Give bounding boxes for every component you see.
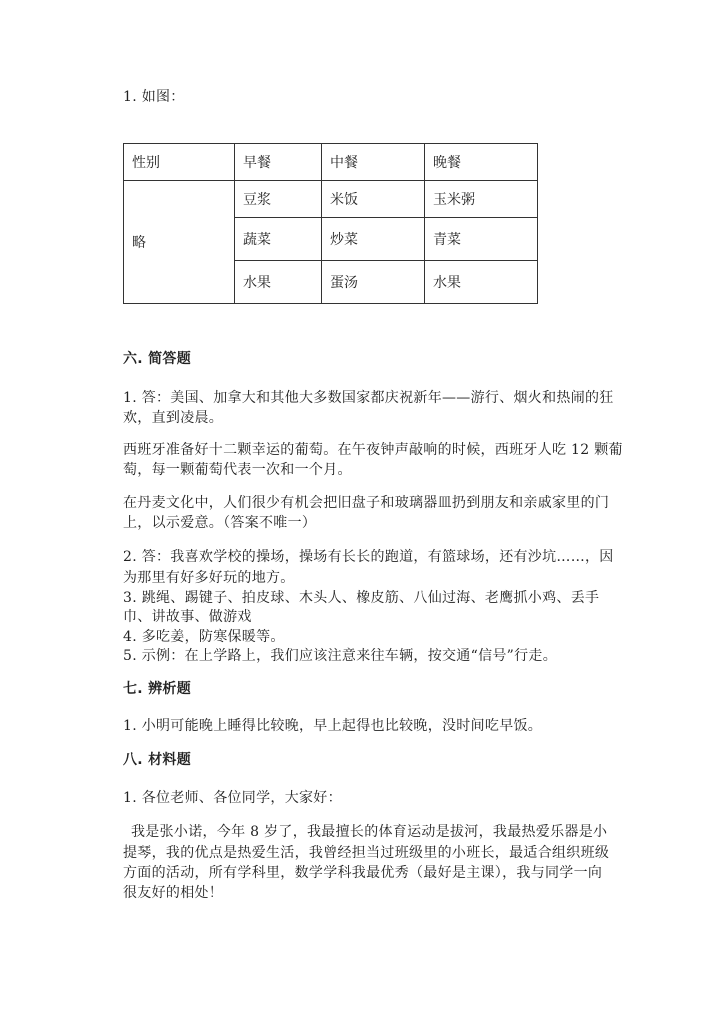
paragraph-line: 上，以示爱意。（答案不唯一） xyxy=(123,515,317,531)
table-header-row xyxy=(124,144,538,181)
paragraph-line: 在丹麦文化中，人们很少有机会把旧盘子和玻璃器皿扔到朋友和亲戚家里的门 xyxy=(123,495,610,511)
paragraph-line: 欢，直到凌晨。 xyxy=(123,410,224,426)
paragraph-line: 方面的活动，所有学科里，数学学科我最优秀（最好是主课），我与同学一向 xyxy=(123,865,603,881)
table-cell: 玉米粥 xyxy=(425,181,538,218)
table-cell: 蔬菜 xyxy=(235,218,322,261)
table-header-cell: 晚餐 xyxy=(425,144,538,181)
table-header-cell: 早餐 xyxy=(235,144,322,181)
section-6-title: 六. 简答题 xyxy=(123,351,191,367)
paragraph-line: 萄，每一颗葡萄代表一次和一个月。 xyxy=(123,462,352,478)
paragraph-line: 很友好的相处！ xyxy=(123,885,224,901)
paragraph-line: 西班牙准备好十二颗幸运的葡萄。在午夜钟声敲响的时候，西班牙人吃 12 颗葡 xyxy=(123,442,623,458)
intro-line: 1. 如图： xyxy=(123,89,185,105)
table-cell: 水果 xyxy=(235,261,322,304)
table-cell: 炒菜 xyxy=(322,218,425,261)
paragraph-line: 3. 跳绳、踢键子、拍皮球、木头人、橡皮筋、八仙过海、老鹰抓小鸡、丢手 xyxy=(123,590,600,606)
paragraph-line: 1. 小明可能晚上睡得比较晚，早上起得也比较晚，没时间吃早饭。 xyxy=(123,718,543,734)
paragraph-line: 提琴，我的优点是热爱生活，我曾经担当过班级里的小班长，最适合组织班级 xyxy=(123,845,610,861)
paragraph-line: 1. 各位老师、各位同学，大家好： xyxy=(123,790,342,806)
table-cell: 豆浆 xyxy=(235,181,322,218)
table-cell: 蛋汤 xyxy=(322,261,425,304)
paragraph-line: 1. 答：美国、加拿大和其他大多数国家都庆祝新年——游行、烟火和热闹的狂 xyxy=(123,390,614,406)
paragraph-line: 5. 示例：在上学路上，我们应该注意来往车辆，按交通“信号”行走。 xyxy=(123,648,558,664)
table-cell: 水果 xyxy=(425,261,538,304)
table-cell: 米饭 xyxy=(322,181,425,218)
paragraph-line: 巾、讲故事、做游戏 xyxy=(123,609,252,625)
paragraph-line: 为那里有好多好玩的地方。 xyxy=(123,570,295,586)
paragraph-line: 4. 多吃姜，防寒保暖等。 xyxy=(123,629,285,645)
meal-table xyxy=(123,143,538,304)
table-cell: 青菜 xyxy=(425,218,538,261)
table-merged-cell: 略 xyxy=(124,181,235,304)
paragraph-line: 我是张小诺，今年 8 岁了，我最擅长的体育运动是拔河，我最热爱乐器是小 xyxy=(131,824,608,840)
paragraph-line: 2. 答：我喜欢学校的操场，操场有长长的跑道，有篮球场，还有沙坑……，因 xyxy=(123,549,614,565)
table-header-cell: 性别 xyxy=(124,144,235,181)
table-header-cell: 中餐 xyxy=(322,144,425,181)
section-8-title: 八. 材料题 xyxy=(123,752,191,768)
section-7-title: 七. 辨析题 xyxy=(123,681,191,697)
table-row xyxy=(124,181,538,218)
